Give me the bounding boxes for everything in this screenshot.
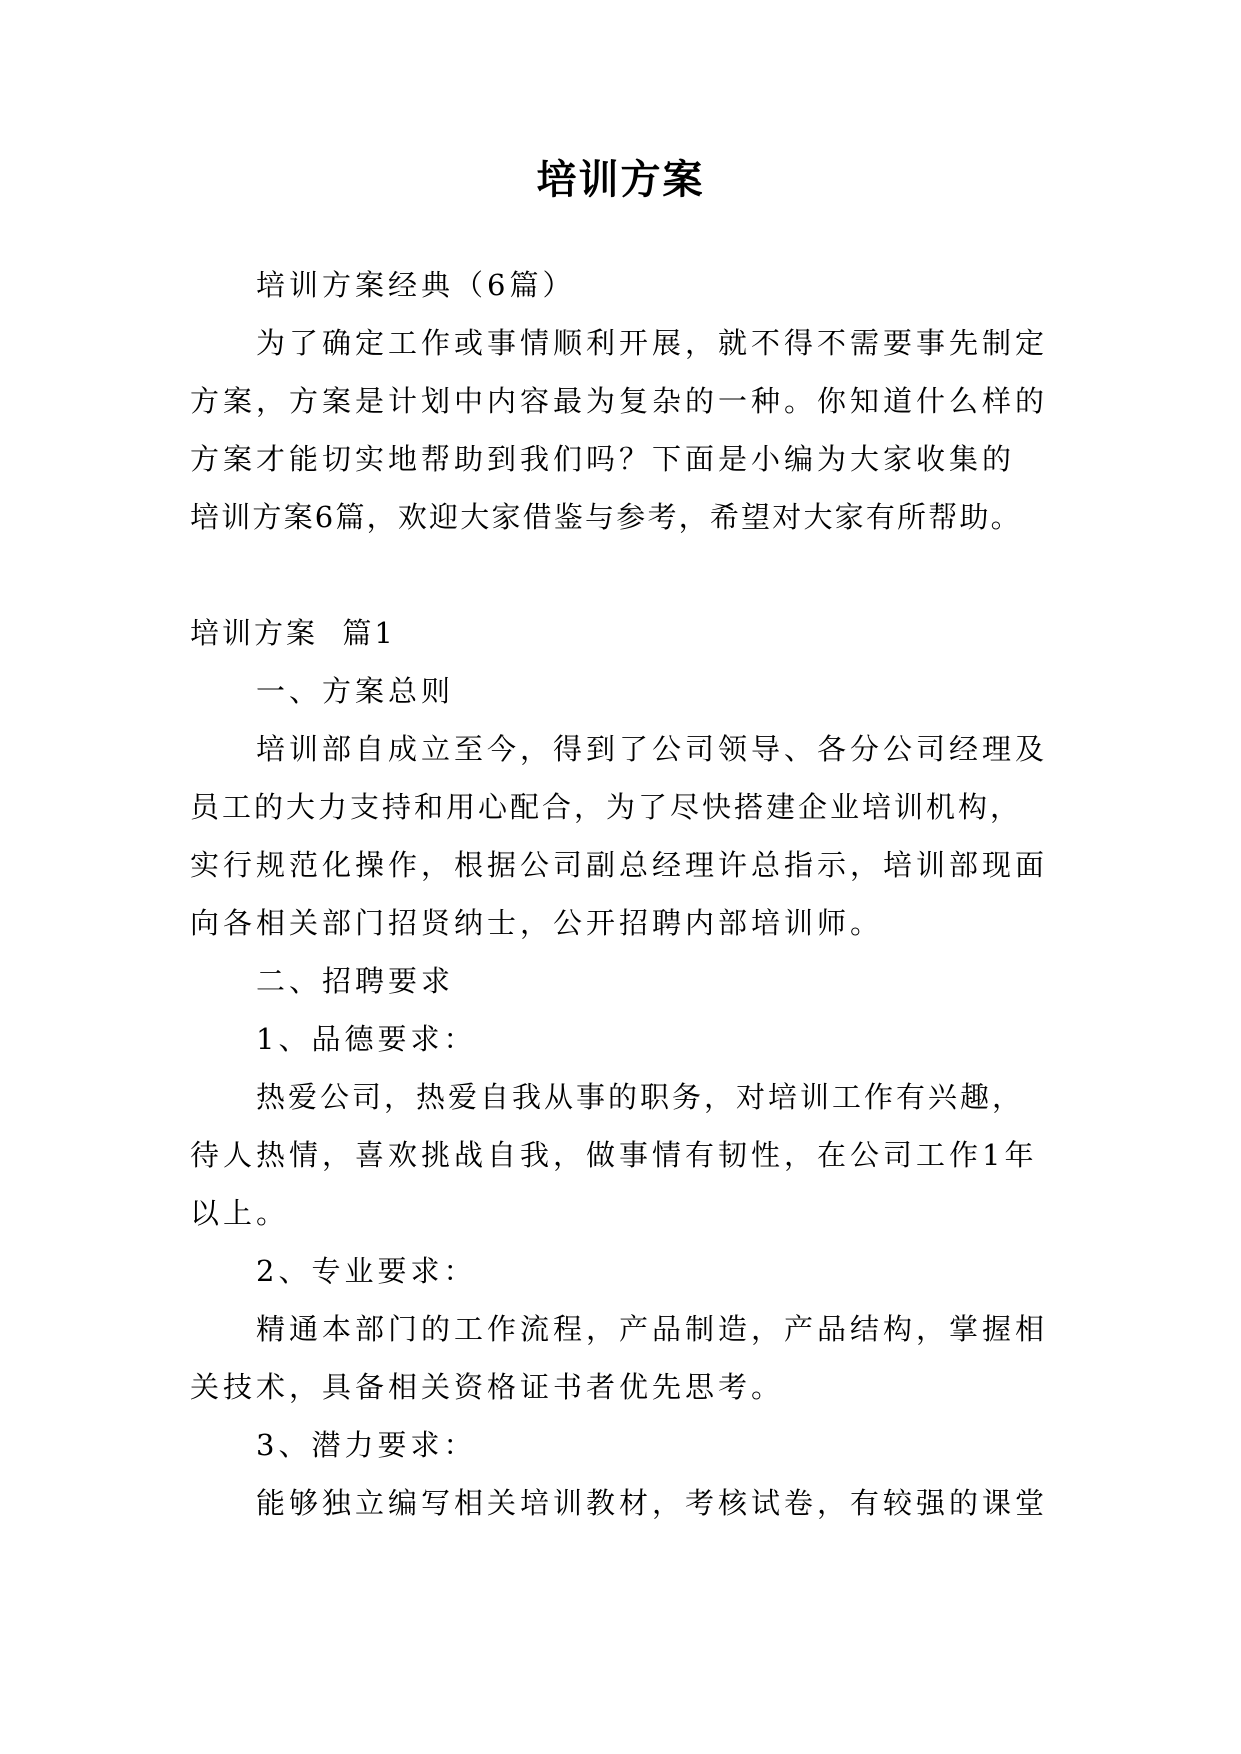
- paragraph-line: 热爱公司，热爱自我从事的职务，对培训工作有兴趣，: [256, 1080, 1025, 1114]
- section1-heading: 一、方案总则: [256, 674, 455, 708]
- req3-paragraph: [190, 1474, 1060, 1532]
- req2-heading: 2、专业要求：: [256, 1254, 477, 1288]
- req3-heading: 3、潜力要求：: [256, 1428, 477, 1462]
- document-title: 培训方案: [536, 156, 705, 203]
- req1-heading: 1、品德要求：: [256, 1022, 477, 1056]
- section2-heading: 二、招聘要求: [256, 964, 455, 998]
- paragraph-line: 培训部自成立至今，得到了公司领导、各分公司经理及: [256, 732, 1049, 766]
- paragraph-line: 员工的大力支持和用心配合，为了尽快搭建企业培训机构，: [190, 790, 1023, 824]
- paragraph-line: 实行规范化操作，根据公司副总经理许总指示，培训部现面: [190, 848, 1049, 882]
- document-subtitle: 培训方案经典（6篇）: [256, 268, 576, 302]
- intro-paragraph: [190, 314, 1060, 546]
- spacer: [190, 546, 1060, 604]
- paragraph-line: 待人热情，喜欢挑战自我，做事情有韧性，在公司工作1年: [190, 1138, 1038, 1172]
- intro-line: 为了确定工作或事情顺利开展，就不得不需要事先制定: [256, 326, 1049, 360]
- paragraph-line: 向各相关部门招贤纳士，公开招聘内部培训师。: [190, 906, 884, 940]
- req2-paragraph: [190, 1300, 1060, 1416]
- document-body: [190, 256, 1060, 1532]
- chapter-heading: 培训方案 篇1: [190, 616, 396, 650]
- paragraph-line: 以上。: [190, 1196, 290, 1230]
- section1-paragraph: [190, 720, 1060, 952]
- req1-paragraph: [190, 1068, 1060, 1242]
- paragraph-line: 关技术，具备相关资格证书者优先思考。: [190, 1370, 785, 1404]
- intro-line: 方案，方案是计划中内容最为复杂的一种。你知道什么样的: [190, 384, 1049, 418]
- paragraph-line: 精通本部门的工作流程，产品制造，产品结构，掌握相: [256, 1312, 1049, 1346]
- intro-line: 方案才能切实地帮助到我们吗？下面是小编为大家收集的: [190, 442, 1016, 476]
- intro-line: 培训方案6篇，欢迎大家借鉴与参考，希望对大家有所帮助。: [190, 500, 1022, 534]
- paragraph-line: 能够独立编写相关培训教材，考核试卷，有较强的课堂: [256, 1486, 1049, 1520]
